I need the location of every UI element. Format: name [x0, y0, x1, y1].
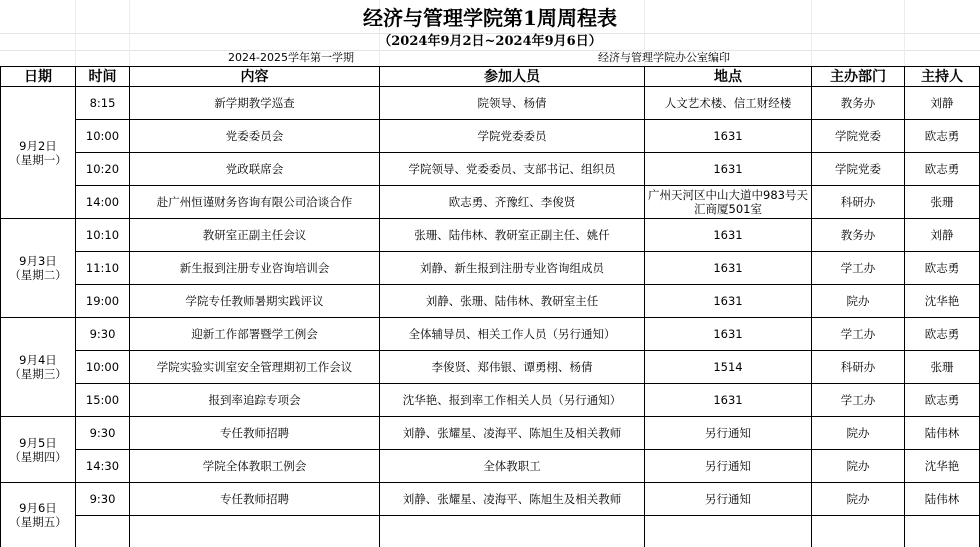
event-host: 张珊 [905, 351, 980, 384]
event-host: 欧志勇 [905, 318, 980, 351]
table-row [1, 516, 980, 547]
table-row [1, 417, 980, 450]
event-time: 10:10 [76, 219, 130, 252]
semester-label: 2024-2025学年第一学期 [228, 51, 354, 64]
event-participants: 全体教职工 [380, 450, 645, 483]
event-content: 迎新工作部署暨学工例会 [130, 318, 380, 351]
event-content: 学院专任教师暑期实践评议 [130, 285, 380, 318]
event-location: 人文艺术楼、信工财经楼 [645, 87, 812, 120]
event-host [905, 516, 980, 547]
event-time: 19:00 [76, 285, 130, 318]
event-participants: 刘静、张珊、陆伟林、教研室主任 [380, 285, 645, 318]
event-host: 刘静 [905, 87, 980, 120]
event-participants: 学院党委委员 [380, 120, 645, 153]
header-row [1, 67, 980, 87]
day-weekday: （星期一） [9, 152, 67, 167]
event-time: 14:30 [76, 450, 130, 483]
day-weekday: （星期四） [9, 449, 67, 464]
day-date: 9月3日 [19, 254, 57, 268]
day-cell [1, 417, 76, 483]
event-department: 院办 [812, 450, 905, 483]
day-weekday: （星期二） [9, 268, 67, 282]
date-range: （2024年9月2日~2024年9月6日） [378, 34, 602, 49]
day-date: 9月4日 [19, 353, 57, 367]
day-date: 9月2日 [19, 138, 57, 153]
event-participants [380, 516, 645, 547]
event-time: 9:30 [76, 318, 130, 351]
day-cell [1, 483, 76, 547]
issuer-label: 经济与管理学院办公室编印 [598, 51, 730, 64]
event-location: 1514 [645, 351, 812, 384]
event-time: 9:30 [76, 483, 130, 516]
event-host: 张珊 [905, 186, 980, 219]
event-department [812, 516, 905, 547]
event-participants: 张珊、陆伟林、教研室正副主任、姚仟 [380, 219, 645, 252]
event-location: 另行通知 [645, 483, 812, 516]
event-host: 欧志勇 [905, 120, 980, 153]
header-participants: 参加人员 [380, 67, 645, 87]
event-host: 沈华艳 [905, 285, 980, 318]
table-row [1, 219, 980, 252]
day-cell [1, 87, 76, 219]
event-time: 9:30 [76, 417, 130, 450]
header-location: 地点 [645, 67, 812, 87]
event-content: 学院全体教职工例会 [130, 450, 380, 483]
event-participants: 沈华艳、报到率工作相关人员（另行通知） [380, 384, 645, 417]
event-content: 党政联席会 [130, 153, 380, 186]
event-department: 学院党委 [812, 120, 905, 153]
event-content [130, 516, 380, 547]
event-content: 教研室正副主任会议 [130, 219, 380, 252]
event-location: 1631 [645, 384, 812, 417]
event-department: 学工办 [812, 252, 905, 285]
table-row [1, 318, 980, 351]
event-time: 10:00 [76, 351, 130, 384]
header-department: 主办部门 [812, 67, 905, 87]
day-weekday: （星期三） [9, 367, 67, 381]
event-participants: 学院领导、党委委员、支部书记、组织员 [380, 153, 645, 186]
event-participants: 刘静、张耀星、凌海平、陈旭生及相关教师 [380, 483, 645, 516]
event-participants: 全体辅导员、相关工作人员（另行通知） [380, 318, 645, 351]
event-time: 10:00 [76, 120, 130, 153]
gridline [0, 50, 980, 51]
event-participants: 院领导、杨倩 [380, 87, 645, 120]
event-time: 10:20 [76, 153, 130, 186]
day-date: 9月6日 [19, 501, 57, 515]
table-row [1, 450, 980, 483]
event-time: 11:10 [76, 252, 130, 285]
event-location [645, 516, 812, 547]
header-date: 日期 [1, 67, 76, 87]
event-location: 另行通知 [645, 450, 812, 483]
event-host: 刘静 [905, 219, 980, 252]
event-time [76, 516, 130, 547]
table-row [1, 351, 980, 384]
event-location: 1631 [645, 318, 812, 351]
event-location: 1631 [645, 252, 812, 285]
event-participants: 欧志勇、齐豫红、李俊贤 [380, 186, 645, 219]
event-participants: 刘静、新生报到注册专业咨询组成员 [380, 252, 645, 285]
table-row [1, 252, 980, 285]
day-cell [1, 318, 76, 417]
event-location: 另行通知 [645, 417, 812, 450]
event-host: 沈华艳 [905, 450, 980, 483]
event-department: 科研办 [812, 186, 905, 219]
table-row [1, 483, 980, 516]
table-row [1, 153, 980, 186]
header-time: 时间 [76, 67, 130, 87]
event-content: 赴广州恒谨财务咨询有限公司洽谈合作 [130, 186, 380, 219]
table-row [1, 285, 980, 318]
event-content: 专任教师招聘 [130, 417, 380, 450]
table-row [1, 120, 980, 153]
event-host: 欧志勇 [905, 252, 980, 285]
event-host: 欧志勇 [905, 384, 980, 417]
event-department: 教务办 [812, 219, 905, 252]
event-host: 陆伟林 [905, 417, 980, 450]
event-department: 教务办 [812, 87, 905, 120]
table-row [1, 384, 980, 417]
header-content: 内容 [130, 67, 380, 87]
document-title: 经济与管理学院第1周周程表 [363, 6, 617, 30]
event-content: 新生报到注册专业咨询培训会 [130, 252, 380, 285]
table-row [1, 186, 980, 219]
event-host: 欧志勇 [905, 153, 980, 186]
event-location: 1631 [645, 285, 812, 318]
day-date: 9月5日 [19, 435, 57, 450]
event-location: 广州天河区中山大道中983号天汇商厦501室 [645, 186, 812, 219]
event-department: 学工办 [812, 384, 905, 417]
event-location: 1631 [645, 120, 812, 153]
event-department: 科研办 [812, 351, 905, 384]
table-row [1, 87, 980, 120]
day-weekday: （星期五） [9, 515, 67, 529]
event-department: 院办 [812, 417, 905, 450]
event-content: 党委委员会 [130, 120, 380, 153]
event-time: 15:00 [76, 384, 130, 417]
day-cell [1, 219, 76, 318]
event-location: 1631 [645, 153, 812, 186]
event-host: 陆伟林 [905, 483, 980, 516]
event-content: 报到率追踪专项会 [130, 384, 380, 417]
header-host: 主持人 [905, 67, 980, 87]
event-content: 专任教师招聘 [130, 483, 380, 516]
event-location: 1631 [645, 219, 812, 252]
schedule-table [0, 66, 980, 547]
event-department: 学工办 [812, 318, 905, 351]
event-participants: 李俊贤、郑伟银、谭勇栩、杨倩 [380, 351, 645, 384]
event-content: 学院实验实训室安全管理期初工作会议 [130, 351, 380, 384]
event-time: 8:15 [76, 87, 130, 120]
event-department: 学院党委 [812, 153, 905, 186]
event-department: 院办 [812, 483, 905, 516]
event-content: 新学期教学巡查 [130, 87, 380, 120]
event-participants: 刘静、张耀星、凌海平、陈旭生及相关教师 [380, 417, 645, 450]
event-department: 院办 [812, 285, 905, 318]
event-time: 14:00 [76, 186, 130, 219]
